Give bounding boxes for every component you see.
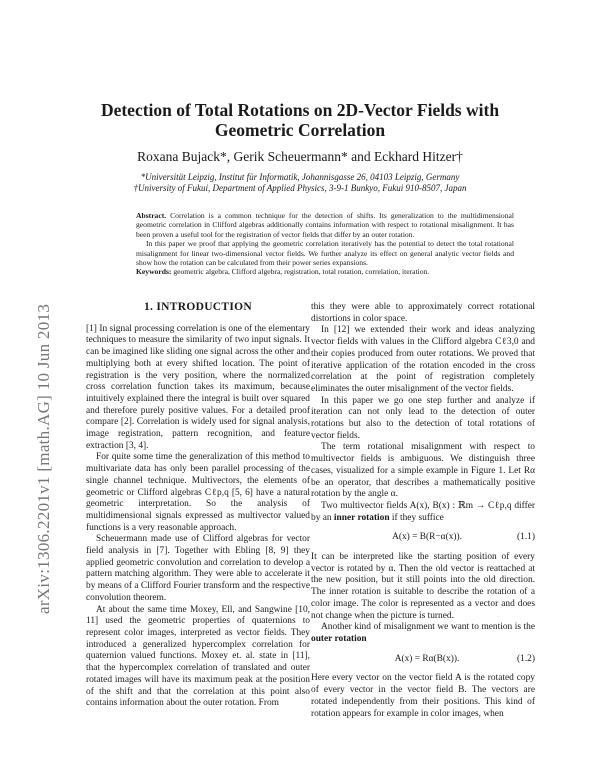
- arxiv-stamp-text: arXiv:1306.2201v1 [math.AG] 10 Jun 2013: [34, 303, 53, 614]
- authors: Roxana Bujack*, Gerik Scheuermann* and Eckhard Hitzer†: [137, 149, 463, 164]
- abstract-p1: [136, 211, 514, 239]
- abstract-p2: In this paper we proof that applying the geometric correlation iteratively has the potential to detect the total rotational misalignment for linear two-dimensional vector fields. We further analyze its effect on general analytic vector fields and show how the rotation can be calculated from their power series expansions.: [136, 239, 514, 268]
- outer-rotation-term: outer rotation: [311, 633, 367, 644]
- equation-number: (1.2): [517, 653, 535, 664]
- affiliation-fukui: †University of Fukui, Department of Applied Physics, 3-9-1 Bunkyo, Fukui 910-8507, Japan: [133, 183, 467, 193]
- equation-1-2: [311, 654, 535, 666]
- paragraph: this they were able to approximately correct rotational distortions in color space.: [311, 302, 535, 324]
- paper-title: Detection of Total Rotations on 2D-Vector Fields with Geometric Correlation: [100, 100, 500, 140]
- paragraph-inner-rotation: [311, 501, 535, 524]
- affiliations: [60, 172, 540, 194]
- section-heading: 1. INTRODUCTION: [143, 301, 252, 313]
- abstract-label: Abstract.: [136, 211, 167, 220]
- paragraph: Scheuermann made use of Clifford algebras for vector field analysis in [7]. Together with Ebling [8, 9] they applied geometric convolution and correlation to develop a pattern matching algorithm. They were able to accelerate it by means of a Clifford Fourier transform and the respective convolution theorem.: [86, 534, 310, 603]
- abstract-text-1: Correlation is a common technique for the detection of shifts. Its generalization to the multidimensional geometric correlation in Clifford algebras additionally contains information with respect to rotational misalignment. It has been proven a useful tool for the registration of vector fields that differ by an outer rotation.: [136, 211, 514, 239]
- affiliation-leipzig: *Universität Leipzig, Institut für Informatik, Johannisgasse 26, 04103 Leipzig, Germany: [140, 172, 460, 182]
- inner-intro-post: if they suffice: [389, 512, 444, 523]
- paragraph: For quite some time the generalization of this method to multivariate data has only been parallel processing of the single channel technique. Multivectors, the elements of geometric or Clifford algebras Cℓp,q [5, 6] have a natural geometric interpretation. So the analysis of multidimensional signals expressed as multivector valued functions is a very reasonable approach.: [86, 452, 310, 533]
- keywords-label: Keywords:: [136, 267, 172, 277]
- equation-number: (1.1): [517, 532, 535, 543]
- equation-expression: A(x) = B(R−α(x)).: [392, 532, 462, 543]
- paragraph: It can be interpreted like the starting position of every vector is rotated by α. Then the old vector is reattached at the new position, but it still points into the old direction. The inner rotation is suitable to describe the rotation of a color image. The color is represented as a vector and does not change when the picture is turned.: [311, 552, 535, 621]
- equation-expression: A(x) = Rα(B(x)).: [394, 653, 460, 664]
- inner-rotation-term: inner rotation: [333, 512, 390, 523]
- arxiv-stamp: [18, 214, 53, 614]
- keywords-text: geometric algebra, Clifford algebra, registration, total rotation, correlation, iteration.: [173, 267, 430, 277]
- paragraph: [1] In signal processing correlation is one of the elementary techniques to measure the similarity of two input signals. It can be imagined like sliding one signal across the other and multiplying both at every shifted location. The point of registration is the very position, where the normalized cross correlation function takes its maximum, because intuitively explained there the integral is built over squared and therefore purely positive values. For a detailed proof compare [2]. Correlation is widely used for signal analysis, image registration, pattern recognition, and feature extraction [3, 4].: [86, 323, 310, 451]
- left-column: [86, 302, 310, 710]
- paragraph: Here every vector on the vector field A is the rotated copy of every vector in the vector field B. The vectors are rotated independently from their positions. This kind of rotation appears for example in color images, when: [311, 673, 535, 719]
- paragraph: At about the same time Moxey, Ell, and Sangwine [10, 11] used the geometric properties of quaternions to represent color images, interpreted as vector fields. They introduced a generalized hypercomplex correlation for quaternion valued functions. Moxey et. al. state in [11], that the hypercomplex correlation of translated and outer rotated images will have its maximum peak at the position of the shift and that the correlation at this point also contains information about the outer rotation. From: [86, 604, 310, 709]
- equation-1-1: [311, 532, 535, 544]
- paragraph-outer-rotation: [311, 622, 535, 645]
- inner-intro-text: Two multivector fields A(x), B(x) : ℝm → Cℓp,q differ by an: [311, 500, 535, 523]
- paragraph: In this paper we go one step further and analyze if iteration can not only lead to the detection of outer rotations but also to the detection of total rotations of vector fields.: [311, 395, 535, 441]
- paragraph: In [12] we extended their work and ideas analyzing vector fields with values in the Clifford algebra Cℓ3,0 and their copies produced from outer rotations. We proved that iterative application of the rotation encoded in the cross correlation at the point of registration completely eliminates the outer misalignment of the vector fields.: [311, 325, 535, 394]
- right-column: [311, 302, 535, 720]
- abstract: [136, 211, 514, 277]
- paragraph: The term rotational misalignment with respect to multivector fields is ambiguous. We distinguish three cases, visualized for a simple example in Figure 1. Let Rα be an operator, that describes a mathematically positive rotation by the angle α.: [311, 442, 535, 500]
- outer-intro-text: Another kind of misalignment we want to mention is the: [321, 622, 535, 633]
- keywords: [136, 267, 514, 276]
